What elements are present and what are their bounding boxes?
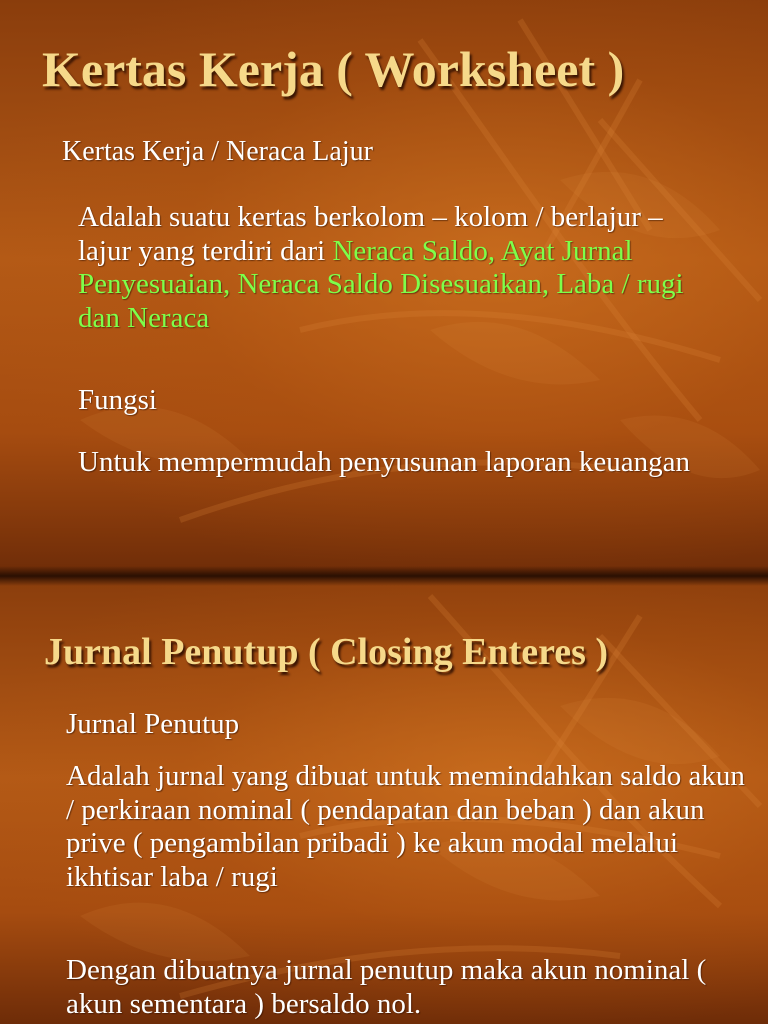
slide-divider [0,566,768,586]
subtitle: Jurnal Penutup [66,708,240,740]
definition-paragraph: Adalah jurnal yang dibuat untuk memindahkan saldo akun / perkiraan nominal ( pendapatan dan beban ) dan akun prive ( pengambilan pribadi ) ke akun modal melalui ikhtisar laba / rugi [66,760,745,893]
consequence-paragraph: Dengan dibuatnya jurnal penutup maka akun nominal ( akun sementara ) bersaldo nol. [66,954,707,1020]
definition-text: Adalah suatu kertas berkolom – kolom / berlajur – lajur yang terdiri dari [78,201,663,267]
slide-title: Kertas Kerja ( Worksheet ) [42,41,625,97]
definition-paragraph [78,201,718,336]
slide-title: Jurnal Penutup ( Closing Enteres ) [44,631,609,673]
slide-jurnal-penutup [0,576,768,1024]
definition-highlight: Neraca Saldo, Ayat Jurnal Penyesuaian, Neraca Saldo Disesuaikan, Laba / rugi dan Neraca [78,234,684,334]
subtitle: Kertas Kerja / Neraca Lajur [62,136,373,167]
function-text: Untuk mempermudah penyusunan laporan keuangan [78,446,691,478]
function-label: Fungsi [78,384,157,416]
